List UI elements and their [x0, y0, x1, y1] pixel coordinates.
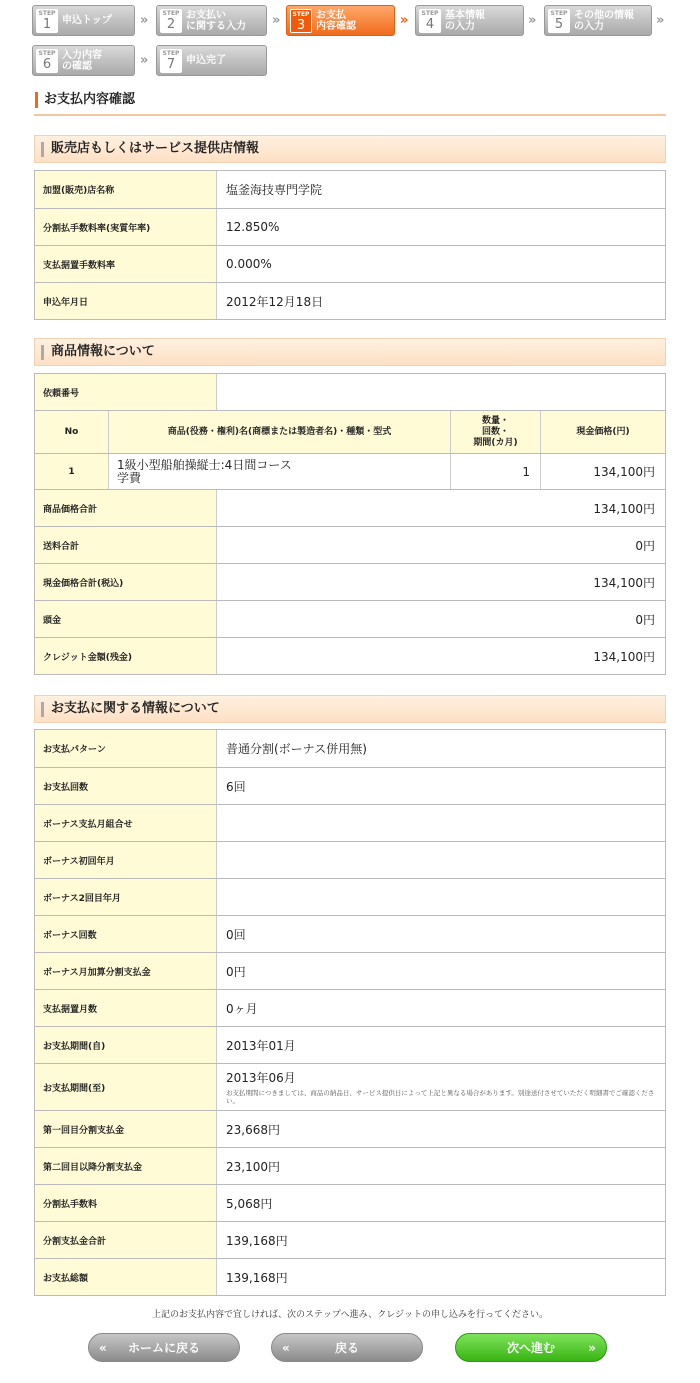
row-value: 0円 [635, 538, 655, 553]
step-6-label: 入力内容 の確認 [62, 49, 102, 72]
table-row [35, 989, 665, 1026]
step-3-current: STEP 3 お支払 内容確認 [286, 5, 395, 36]
table-row [35, 804, 665, 841]
item-name: 1級小型船舶操縦士:4日間コース [117, 457, 292, 472]
row-value: 12.850% [226, 220, 280, 234]
step-separator-icon: » [140, 53, 149, 68]
row-label: 商品価格合計 [35, 490, 217, 526]
table-row [35, 1063, 665, 1110]
step-2-label: お支払い に関する入力 [186, 9, 246, 32]
row-label: 分割払手数料率(実質年率) [35, 209, 217, 245]
row-label: 支払据置月数 [35, 990, 217, 1026]
row-label: ボーナス2回目年月 [35, 879, 217, 915]
step-6: STEP 6 入力内容 の確認 [32, 45, 135, 76]
step-5: STEP 5 その他の情報 の入力 [544, 5, 652, 36]
row-label: 送料合計 [35, 527, 217, 563]
item-quantity: 1 [451, 454, 541, 489]
table-row [35, 1258, 665, 1295]
row-label: 依頼番号 [35, 374, 217, 410]
row-label: 分割払手数料 [35, 1185, 217, 1221]
step-1-label: 申込トップ [62, 15, 112, 26]
table-row [35, 563, 665, 600]
step-4: STEP 4 基本情報 の入力 [415, 5, 524, 36]
row-label: 支払据置手数料率 [35, 246, 217, 282]
row-value: 0円 [226, 964, 246, 979]
row-label: お支払パターン [35, 730, 217, 767]
table-row [35, 245, 665, 282]
double-chevron-left-icon: « [282, 1340, 290, 1355]
step-2: STEP 2 お支払い に関する入力 [156, 5, 267, 36]
table-row [35, 1110, 665, 1147]
table-row [35, 208, 665, 245]
item-price: 134,100円 [593, 465, 655, 479]
payment-section-heading: お支払に関する情報について [34, 695, 666, 723]
merchant-table [34, 170, 666, 320]
row-value: 0回 [226, 927, 246, 942]
row-value: 0ヶ月 [226, 1001, 258, 1016]
row-label: 分割支払金合計 [35, 1222, 217, 1258]
step-separator-icon: » [400, 13, 409, 28]
row-value: 139,168円 [226, 1233, 288, 1248]
table-row [35, 767, 665, 804]
next-button[interactable] [455, 1333, 607, 1362]
row-label: 頭金 [35, 601, 217, 637]
step-separator-icon: » [140, 13, 149, 28]
back-button[interactable] [271, 1333, 423, 1362]
table-row [35, 489, 665, 526]
double-chevron-left-icon: « [99, 1340, 107, 1355]
table-row [35, 730, 665, 767]
row-label: お支払総額 [35, 1259, 217, 1295]
row-label: 加盟(販売)店名称 [35, 171, 217, 208]
item-subname: 学費 [117, 470, 142, 485]
products-section-heading: 商品情報について [34, 338, 666, 366]
request-number-value [217, 374, 665, 410]
row-label: 第一回目分割支払金 [35, 1111, 217, 1147]
row-value [217, 842, 665, 878]
product-header-row [35, 410, 665, 453]
products-table [34, 373, 666, 675]
row-value: 普通分割(ボーナス併用無) [226, 742, 367, 756]
row-value: 0.000% [226, 257, 272, 271]
row-label: 現金価格合計(税込) [35, 564, 217, 600]
row-value-cell [217, 1064, 665, 1110]
product-item-row [35, 453, 665, 489]
step-7-label: 申込完了 [186, 55, 226, 66]
table-row [35, 915, 665, 952]
row-label: ボーナス回数 [35, 916, 217, 952]
row-value: 0円 [635, 612, 655, 627]
table-row [35, 878, 665, 915]
row-label: クレジット金額(残金) [35, 638, 217, 674]
merchant-section-heading: 販売店もしくはサービス提供店情報 [34, 135, 666, 163]
table-row [35, 841, 665, 878]
request-number-row [35, 374, 665, 410]
row-label: お支払回数 [35, 768, 217, 804]
step-1: STEP 1 申込トップ [32, 5, 135, 36]
home-button-label: ホームに戻る [127, 1341, 200, 1355]
row-value: 134,100円 [593, 575, 655, 590]
row-value: 134,100円 [593, 501, 655, 516]
step-separator-icon: » [272, 13, 281, 28]
row-label: お支払期間(自) [35, 1027, 217, 1063]
row-label: ボーナス月加算分割支払金 [35, 953, 217, 989]
table-row [35, 637, 665, 674]
row-label: ボーナス初回年月 [35, 842, 217, 878]
home-button[interactable] [88, 1333, 240, 1362]
row-value [217, 805, 665, 841]
row-value: 23,668円 [226, 1122, 280, 1137]
row-value: 2012年12月18日 [226, 294, 324, 309]
table-row [35, 952, 665, 989]
table-row [35, 600, 665, 637]
confirm-message: 上記のお支払内容で宜しければ、次のステップへ進み、クレジットの申し込みを行ってください。 [152, 1310, 548, 1320]
row-value: 6回 [226, 779, 246, 794]
row-value: 2013年06月 [226, 1071, 296, 1085]
row-value: 5,068円 [226, 1196, 273, 1211]
double-chevron-right-icon: » [588, 1340, 596, 1355]
table-row [35, 171, 665, 208]
row-value: 23,100円 [226, 1159, 280, 1174]
payment-period-note: お支払期間につきましては、商品の納品日、サービス提供日によって上記と異なる場合があります。別途送付させていただく明細書でご確認ください。 [226, 1089, 655, 1105]
step-3-label: お支払 内容確認 [316, 9, 356, 32]
back-button-label: 戻る [334, 1341, 359, 1355]
row-label: 第二回目以降分割支払金 [35, 1148, 217, 1184]
row-value: 塩釜海技専門学院 [226, 183, 323, 197]
column-header-no: No [35, 411, 109, 453]
step-5-label: その他の情報 の入力 [574, 9, 634, 32]
row-label: 申込年月日 [35, 283, 217, 319]
item-name-cell [109, 454, 451, 489]
step-4-label: 基本情報 の入力 [445, 9, 485, 32]
payment-table [34, 729, 666, 1296]
row-value [217, 879, 665, 915]
row-value: 139,168円 [226, 1270, 288, 1285]
item-no: 1 [35, 454, 109, 489]
table-row [35, 1184, 665, 1221]
table-row [35, 526, 665, 563]
column-header-price: 現金価格(円) [541, 411, 665, 453]
table-row [35, 282, 665, 319]
step-separator-icon: » [656, 13, 665, 28]
step-separator-icon: » [528, 13, 537, 28]
row-label: お支払期間(至) [35, 1064, 217, 1110]
table-row [35, 1026, 665, 1063]
row-value: 2013年01月 [226, 1038, 296, 1053]
row-label: ボーナス支払月組合せ [35, 805, 217, 841]
step-7: STEP 7 申込完了 [156, 45, 267, 76]
table-row [35, 1147, 665, 1184]
row-value: 134,100円 [593, 649, 655, 664]
column-header-name: 商品(役務・権利)名(商標または製造者名)・種類・型式 [109, 411, 451, 453]
table-row [35, 1221, 665, 1258]
page-title: お支払内容確認 [34, 92, 666, 116]
next-button-label: 次へ進む [506, 1341, 555, 1355]
column-header-quantity: 数量・ 回数・ 期間(カ月) [451, 411, 541, 453]
